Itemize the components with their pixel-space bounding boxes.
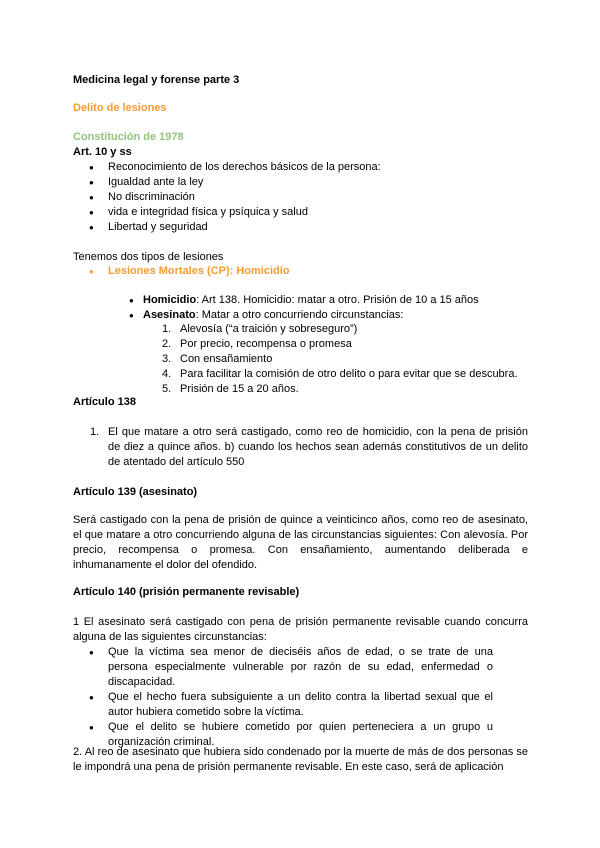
constitution-list [73,160,528,235]
list-item: ● Reconocimiento de los derechos básicos de la persona: [73,160,528,175]
art140-paragraph-2: 2. Al reo de asesinato que hubiera sido condenado por la muerte de más de dos personas se le impondrá una pena de prisión permanente revisable. En este caso, será de aplicación [73,746,528,773]
list-item [73,308,528,323]
item-number: 4. [162,368,172,380]
homicidio-asesinato-list [73,293,528,323]
list-item [73,367,528,382]
art139-text: Será castigado con la pena de prisión de quince a veinticinco años, como reo de asesinato, el que matare a otro concurriendo alguna de las circunstancias siguientes: Con alevosía. Por precio, recompensa o promesa. Con ensañamiento, aumentando deliberada e inhumanamente el dolor del ofendido. [73,514,528,571]
item-text: Con ensañamiento [180,353,273,365]
list-item [73,293,528,308]
constitution-article: Art. 10 y ss [73,146,132,158]
list-item [73,382,528,397]
list-item [73,337,528,352]
circumstances-list [73,322,528,397]
art138-paragraph [73,425,528,470]
art140-heading: Artículo 140 (prisión permanente revisable) [73,586,300,598]
list-item: ● No discriminación [73,190,528,205]
list-item [73,352,528,367]
list-item: ● Que la víctima sea menor de dieciséis años de edad, o se trate de una persona especialmente vulnerable por razón de su edad, enfermedad o discapacidad. [73,645,493,690]
item-number: 1. [162,323,172,335]
list-item: ● Que el hecho fuera subsiguiente a un delito contra la libertad sexual que el autor hubiera cometido sobre la víctima. [73,690,493,720]
definition: : Art 138. Homicidio: matar a otro. Prisión de 10 a 15 años [196,294,479,306]
art138-text: El que matare a otro será castigado, como reo de homicidio, con la pena de prisión de diez a quince años. b) cuando los hechos sean además constitutivos de un delito de atentado del artículo 550 [108,426,528,468]
art139-heading: Artículo 139 (asesinato) [73,486,198,498]
item-number: 3. [162,353,172,365]
item-text: Por precio, recompensa o promesa [180,338,352,350]
term: Asesinato [143,309,196,321]
definition: : Matar a otro concurriendo circunstancias: [195,309,404,321]
list-item: ● Que el delito se hubiere cometido por quien perteneciera a un grupo u organización criminal. [73,720,493,750]
constitution-heading: Constitución de 1978 [73,131,184,143]
art140-list [73,645,493,750]
lesiones-intro: Tenemos dos tipos de lesiones [73,251,224,263]
term: Homicidio [143,294,197,306]
section-heading: Delito de lesiones [73,102,167,114]
item-text: Prisión de 15 a 20 años. [180,383,299,395]
item-number: 5. [162,383,172,395]
document-title: Medicina legal y forense parte 3 [73,74,240,86]
list-item: ● Libertad y seguridad [73,220,528,235]
lesiones-list [73,264,528,279]
list-item: ● vida e integridad física y psíquica y salud [73,205,528,220]
art140-paragraph-1: 1 El asesinato será castigado con pena de prisión permanente revisable cuando concurra alguna de las siguientes circunstancias: [73,616,528,643]
item-number: 1. [90,426,100,438]
item-number: 2. [162,338,172,350]
list-item: ● Lesiones Mortales (CP): Homicidio [73,264,528,279]
art138-heading: Artículo 138 [73,396,136,408]
list-item [73,322,528,337]
item-text: Alevosía (“a traición y sobreseguro”) [180,323,358,335]
item-text: Para facilitar la comisión de otro delito o para evitar que se descubra. [180,368,518,380]
list-item: ● Igualdad ante la ley [73,175,528,190]
